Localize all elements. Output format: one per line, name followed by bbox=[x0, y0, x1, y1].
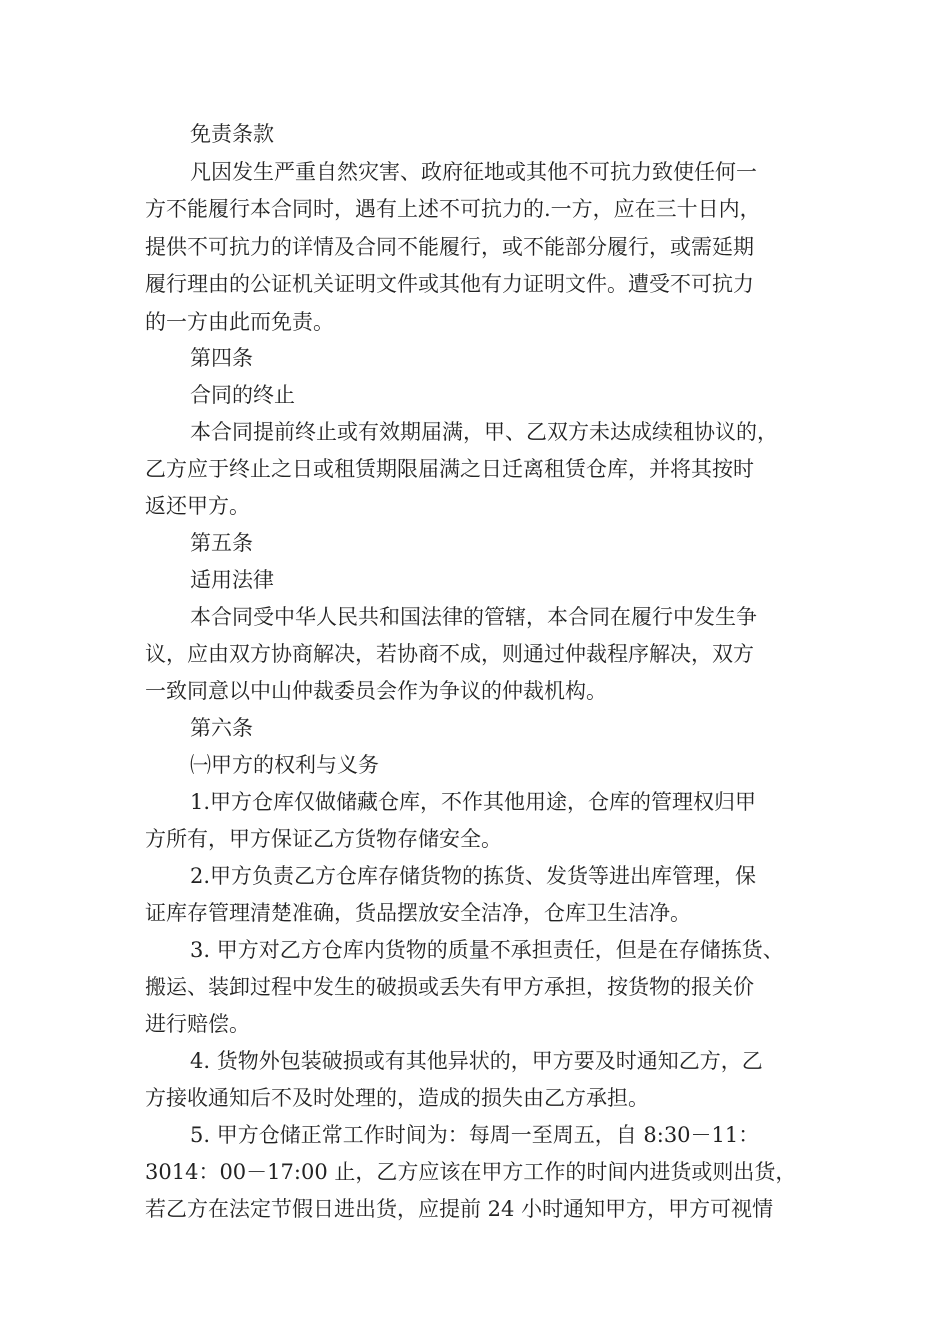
section-title: 免责条款 bbox=[190, 122, 274, 146]
paragraph-line: 3014：00－17:00 止，乙方应该在甲方工作的时间内进货或则出货， bbox=[145, 1160, 797, 1184]
paragraph-line: 返还甲方。 bbox=[145, 494, 250, 518]
paragraph-line: 若乙方在法定节假日进出货，应提前 24 小时通知甲方，甲方可视情 bbox=[145, 1197, 774, 1221]
paragraph-line: 1.甲方仓库仅做储藏仓库，不作其他用途，仓库的管理权归甲 bbox=[190, 790, 757, 814]
paragraph-line: 方不能履行本合同时，遇有上述不可抗力的.一方，应在三十日内， bbox=[145, 197, 761, 221]
article-heading: 第五条 bbox=[190, 531, 253, 555]
paragraph-line: 2.甲方负责乙方仓库存储货物的拣货、发货等进出库管理，保 bbox=[190, 864, 757, 888]
paragraph-line: 提供不可抗力的详情及合同不能履行，或不能部分履行，或需延期 bbox=[145, 235, 754, 259]
paragraph-line: 进行赔偿。 bbox=[145, 1012, 250, 1036]
paragraph-line: 履行理由的公证机关证明文件或其他有力证明文件。遭受不可抗力 bbox=[145, 272, 754, 296]
section-title: 合同的终止 bbox=[190, 383, 295, 407]
paragraph-line: 方接收通知后不及时处理的，造成的损失由乙方承担。 bbox=[145, 1086, 649, 1110]
article-heading: 第六条 bbox=[190, 716, 253, 740]
paragraph-line: 凡因发生严重自然灾害、政府征地或其他不可抗力致使任何一 bbox=[190, 160, 757, 184]
paragraph-line: 本合同提前终止或有效期届满，甲、乙双方未达成续租协议的， bbox=[190, 420, 778, 444]
section-title: 适用法律 bbox=[190, 568, 274, 592]
paragraph-line: 3. 甲方对乙方仓库内货物的质量不承担责任，但是在存储拣货、 bbox=[190, 938, 784, 962]
paragraph-line: 一致同意以中山仲裁委员会作为争议的仲裁机构。 bbox=[145, 679, 607, 703]
paragraph-line: 4. 货物外包装破损或有其他异状的，甲方要及时通知乙方，乙 bbox=[190, 1049, 763, 1073]
article-heading: 第四条 bbox=[190, 346, 253, 370]
paragraph-line: 搬运、装卸过程中发生的破损或丢失有甲方承担，按货物的报关价 bbox=[145, 975, 754, 999]
paragraph-line: 乙方应于终止之日或租赁期限届满之日迁离租赁仓库，并将其按时 bbox=[145, 457, 754, 481]
paragraph-line: 议，应由双方协商解决，若协商不成，则通过仲裁程序解决，双方 bbox=[145, 642, 754, 666]
paragraph-line: 证库存管理清楚准确，货品摆放安全洁净，仓库卫生洁净。 bbox=[145, 901, 691, 925]
section-title: ㈠甲方的权利与义务 bbox=[190, 753, 379, 777]
paragraph-line: 的一方由此而免责。 bbox=[145, 310, 334, 334]
paragraph-line: 5. 甲方仓储正常工作时间为：每周一至周五，自 8:30－11： bbox=[190, 1123, 760, 1147]
paragraph-line: 方所有，甲方保证乙方货物存储安全。 bbox=[145, 827, 502, 851]
paragraph-line: 本合同受中华人民共和国法律的管辖，本合同在履行中发生争 bbox=[190, 605, 757, 629]
